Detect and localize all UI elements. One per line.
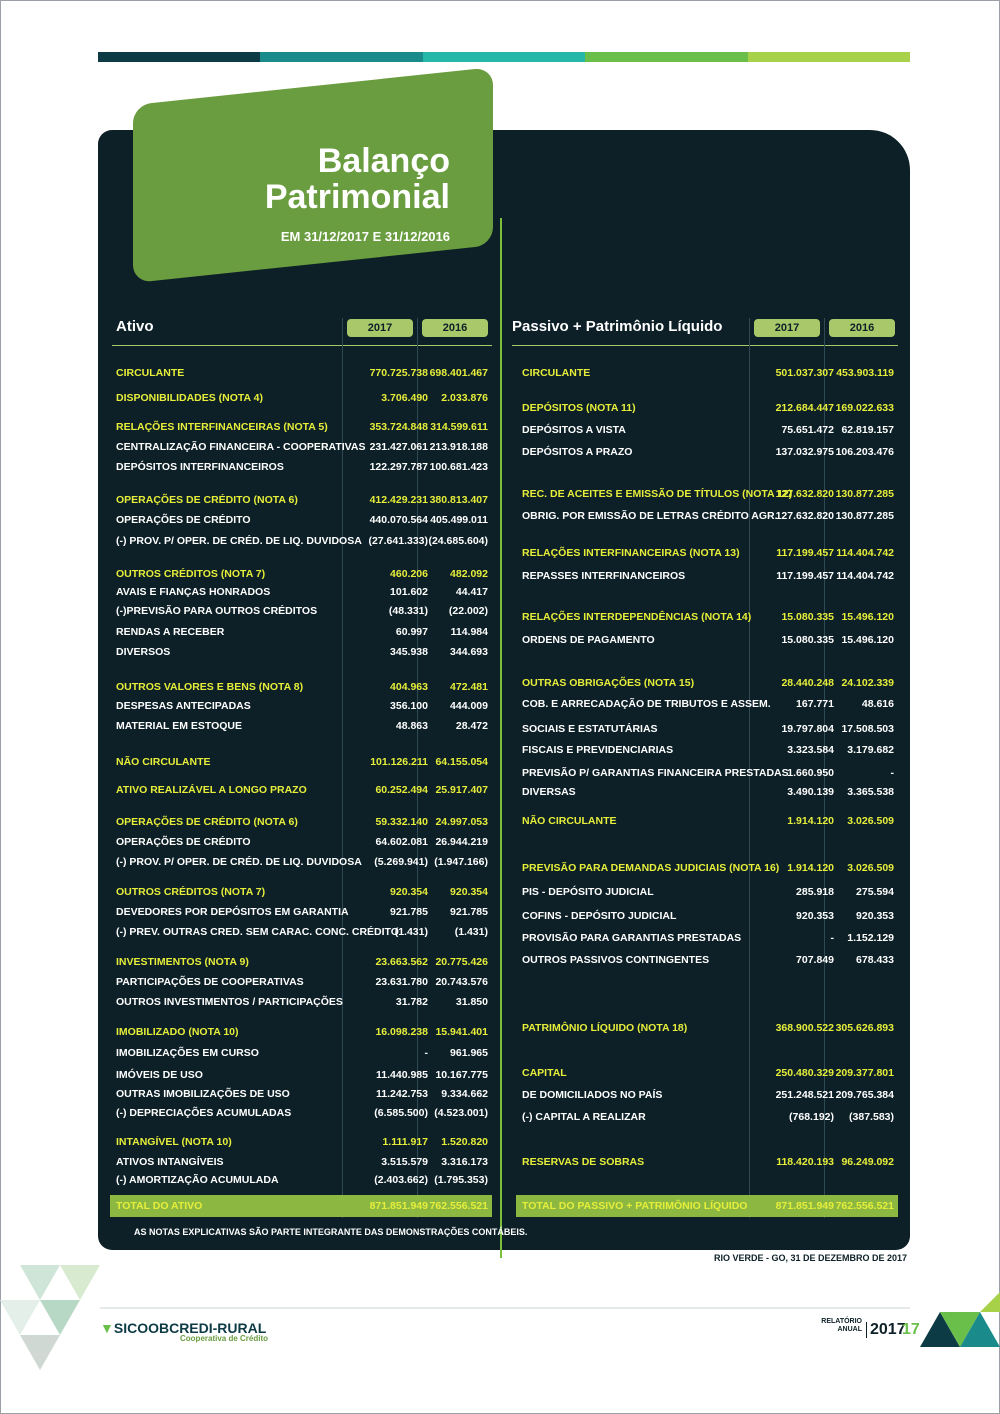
row-label: ORDENS DE PAGAMENTO [522,634,655,646]
row-value-2016: 920.353 [856,910,894,922]
row-value-2016: 96.249.092 [841,1156,894,1168]
row-label: OUTROS CRÉDITOS (NOTA 7) [116,568,266,580]
row-value-2016: 482.092 [450,568,488,580]
row-value-2016: 25.917.407 [435,784,488,796]
row-label: PATRIMÔNIO LÍQUIDO (NOTA 18) [522,1022,688,1034]
row-value-2016: 380.813.407 [429,494,488,506]
row-value-2016: (1.431) [454,926,488,938]
row-value-2017: 59.332.140 [375,816,428,828]
row-value-2017: 75.651.472 [781,424,834,436]
row-value-2017: 3.323.584 [787,744,834,756]
row-value-2017: (27.641.333) [368,535,428,547]
row-label: DEPÓSITOS INTERFINANCEIROS [116,461,284,473]
row-value-2016: 275.594 [856,886,894,898]
row-label: PREVISÃO PARA DEMANDAS JUDICIAIS (NOTA 16) [522,862,780,874]
row-value-2016: 10.167.775 [435,1069,488,1081]
row-label: IMOBILIZADO (NOTA 10) [116,1026,239,1038]
row-value-2016: 305.626.893 [835,1022,894,1034]
sicoob-logo [100,1320,268,1343]
passivo-total-label: TOTAL DO PASSIVO + PATRIMÔNIO LÍQUIDO [522,1200,748,1212]
page-title [150,143,450,215]
row-label: DE DOMICILIADOS NO PAÍS [522,1089,663,1101]
row-value-2017: (768.192) [789,1111,834,1123]
row-value-2016: 213.918.188 [429,441,488,453]
row-label: IMÓVEIS DE USO [116,1069,203,1081]
row-value-2017: 356.100 [390,700,428,712]
row-label: DEPÓSITOS A PRAZO [522,446,633,458]
row-label: AVAIS E FIANÇAS HONRADOS [116,586,271,598]
row-value-2017: 11.242.753 [376,1088,428,1100]
row-value-2017: 212.684.447 [775,402,834,414]
row-label: RELAÇÕES INTERFINANCEIRAS (NOTA 5) [116,421,328,433]
ativo-year-2017: 2017 [347,319,413,337]
row-value-2016: 44.417 [455,586,488,598]
row-value-2016: 130.877.285 [835,510,894,522]
row-label: (-) PROV. P/ OPER. DE CRÉD. DE LIQ. DUVIDOSA [116,535,362,547]
title-line-1: Balanço [317,142,450,180]
row-value-2017: (6.585.500) [374,1107,428,1119]
row-value-2017: 460.206 [390,568,428,580]
row-value-2016: 9.334.662 [441,1088,488,1100]
row-label: OPERAÇÕES DE CRÉDITO (NOTA 6) [116,816,298,828]
row-value-2016: 15.496.120 [841,611,894,623]
logo-subtext: Cooperativa de Crédito [180,1334,269,1343]
passivo-year-2016: 2016 [829,319,895,337]
row-value-2016: 169.022.633 [835,402,894,414]
sicoob-logo-icon: ▼ [100,1320,114,1336]
row-label: CAPITAL [522,1067,567,1079]
ativo-total-2017: 871.851.949 [369,1200,428,1212]
row-value-2017: 921.785 [390,906,428,918]
row-label: (-)PREVISÃO PARA OUTROS CRÉDITOS [116,605,318,617]
row-value-2017: 1.914.120 [787,862,834,874]
row-value-2017: (48.331) [388,605,428,617]
row-value-2016: 15.941.401 [435,1026,488,1038]
row-value-2016: 24.997.053 [435,816,488,828]
row-value-2017: 920.353 [796,910,834,922]
row-label: OUTROS VALORES E BENS (NOTA 8) [116,681,304,693]
row-value-2017: 1.111.917 [382,1136,428,1148]
row-label: NÃO CIRCULANTE [522,815,617,827]
row-value-2016: 444.009 [450,700,488,712]
row-value-2017: 16.098.238 [375,1026,428,1038]
row-label: (-) AMORTIZAÇÃO ACUMULADA [116,1174,279,1186]
row-label: (-) DEPRECIAÇÕES ACUMULADAS [116,1107,292,1119]
row-value-2017: 251.248.521 [775,1089,834,1101]
row-label: PROVISÃO PARA GARANTIAS PRESTADAS [522,932,742,944]
row-value-2016: 961.965 [450,1047,488,1059]
row-label: OUTROS INVESTIMENTOS / PARTICIPAÇÕES [116,996,343,1008]
row-value-2016: 17.508.503 [841,723,894,735]
ativo-col-sep-2 [417,318,418,1218]
row-value-2017: 137.032.975 [775,446,834,458]
row-value-2017: 3.706.490 [381,392,428,404]
row-value-2016: 62.819.157 [841,424,894,436]
row-value-2017: 28.440.248 [781,677,834,689]
row-value-2017: 404.963 [390,681,428,693]
row-label: COFINS - DEPÓSITO JUDICIAL [522,910,677,922]
row-value-2016: 453.903.119 [836,367,894,379]
row-value-2017: 64.602.081 [375,836,428,848]
row-value-2017: 23.663.562 [375,956,428,968]
row-label: MATERIAL EM ESTOQUE [116,720,243,732]
row-label: RENDAS A RECEBER [116,626,225,638]
row-label: FISCAIS E PREVIDENCIARIAS [522,744,674,756]
row-value-2016: 3.026.509 [847,862,894,874]
row-value-2017: 127.632.820 [775,510,834,522]
ativo-total-label: TOTAL DO ATIVO [116,1200,203,1212]
row-value-2017: 122.297.787 [369,461,428,473]
row-value-2016: 106.203.476 [835,446,894,458]
row-value-2016: 20.775.426 [435,956,488,968]
row-value-2017: 368.900.522 [775,1022,834,1034]
column-divider [500,218,502,1258]
row-label: OUTRAS OBRIGAÇÕES (NOTA 15) [522,677,695,689]
passivo-header-line [512,345,898,346]
logo-text: SICOOBCREDI-RURAL [113,1320,267,1336]
passivo-total-2017: 871.851.949 [775,1200,834,1212]
row-value-2017: 101.126.211 [370,756,428,768]
row-value-2016: (24.685.604) [428,535,488,547]
row-value-2016: 114.404.742 [836,547,894,559]
page-subtitle: EM 31/12/2017 E 31/12/2016 [280,229,450,244]
footer-label-1: RELATÓRIO [821,1318,862,1325]
row-value-2016: 209.377.801 [835,1067,894,1079]
row-label: SOCIAIS E ESTATUTÁRIAS [522,723,658,735]
row-value-2017: 707.849 [796,954,834,966]
row-value-2017: 15.080.335 [781,634,834,646]
row-value-2017: 60.252.494 [375,784,428,796]
row-value-2016: 314.599.611 [430,421,488,433]
passivo-title: Passivo + Patrimônio Líquido [512,318,723,335]
row-value-2017: 501.037.307 [775,367,834,379]
row-label: DIVERSAS [522,786,576,798]
row-label: DESPESAS ANTECIPADAS [116,700,251,712]
row-value-2017: (1.431) [394,926,428,938]
row-label: RESERVAS DE SOBRAS [522,1156,645,1168]
row-value-2017: 285.918 [796,886,834,898]
top-color-bar [98,52,910,62]
row-value-2016: 31.850 [455,996,488,1008]
row-label: PARTICIPAÇÕES DE COOPERATIVAS [116,976,304,988]
row-label: RELAÇÕES INTERDEPENDÊNCIAS (NOTA 14) [522,611,752,623]
row-value-2016: 24.102.339 [841,677,894,689]
passivo-year-2017: 2017 [754,319,820,337]
row-value-2017: 31.782 [395,996,428,1008]
row-label: OPERAÇÕES DE CRÉDITO (NOTA 6) [116,494,298,506]
row-value-2016: 344.693 [450,646,488,658]
row-label: OPERAÇÕES DE CRÉDITO [116,514,251,526]
row-value-2017: 48.863 [395,720,428,732]
row-label: INTANGÍVEL (NOTA 10) [116,1136,232,1148]
row-value-2016: 28.472 [455,720,488,732]
row-value-2017: 19.797.804 [781,723,834,735]
row-value-2017: 101.602 [390,586,428,598]
row-label: OUTRAS IMOBILIZAÇÕES DE USO [116,1088,290,1100]
ativo-title: Ativo [116,318,154,335]
row-value-2017: 127.632.820 [775,488,834,500]
footer-line [100,1307,910,1309]
passivo-total-2016: 762.556.521 [835,1200,894,1212]
row-label: CIRCULANTE [116,367,185,379]
row-label: RELAÇÕES INTERFINANCEIRAS (NOTA 13) [522,547,740,559]
row-value-2017: 117.199.457 [776,547,834,559]
row-value-2016: 114.984 [450,626,488,638]
row-value-2017: - [830,932,834,944]
row-label: NÃO CIRCULANTE [116,756,211,768]
row-value-2016: (387.583) [849,1111,894,1123]
row-value-2016: (1.947.166) [434,856,488,868]
row-value-2017: 1.914.120 [787,815,834,827]
ativo-total-2016: 762.556.521 [429,1200,488,1212]
row-value-2017: 117.199.457 [776,570,834,582]
row-value-2016: 1.520.820 [441,1136,488,1148]
row-label: INVESTIMENTOS (NOTA 9) [116,956,249,968]
row-value-2017: 15.080.335 [781,611,834,623]
row-value-2016: 64.155.054 [435,756,488,768]
row-label: REPASSES INTERFINANCEIROS [522,570,686,582]
row-value-2017: 3.490.139 [787,786,834,798]
row-label: DIVERSOS [116,646,171,658]
row-value-2017: 250.480.329 [775,1067,834,1079]
row-label: IMOBILIZAÇÕES EM CURSO [116,1047,259,1059]
row-value-2016: (1.795.353) [434,1174,488,1186]
row-value-2017: 23.631.780 [375,976,428,988]
row-value-2017: 231.427.061 [369,441,428,453]
row-value-2016: 100.681.423 [429,461,488,473]
row-label: OUTROS CRÉDITOS (NOTA 7) [116,886,266,898]
row-value-2017: 11.440.985 [376,1069,428,1081]
place-date: RIO VERDE - GO, 31 DE DEZEMBRO DE 2017 [714,1253,908,1263]
row-label: DEPÓSITOS (NOTA 11) [522,402,636,414]
row-value-2016: 921.785 [450,906,488,918]
row-value-2016: 48.616 [861,698,894,710]
row-value-2016: 3.179.682 [847,744,894,756]
row-value-2017: 167.771 [796,698,834,710]
decorative-triangles-left [0,1245,100,1375]
row-value-2016: (22.002) [448,605,488,617]
row-value-2017: 440.070.564 [369,514,428,526]
row-value-2016: 405.499.011 [430,514,488,526]
row-value-2017: 770.725.738 [369,367,428,379]
row-value-2017: 412.429.231 [369,494,428,506]
row-label: DEPÓSITOS A VISTA [522,424,626,436]
title-line-2: Patrimonial [264,178,450,216]
row-value-2016: 698.401.467 [429,367,488,379]
row-label: (-) PROV. P/ OPER. DE CRÉD. DE LIQ. DUVIDOSA [116,856,362,868]
row-value-2016: 26.944.219 [435,836,488,848]
row-label: ATIVOS INTANGÍVEIS [116,1156,224,1168]
row-label: DISPONIBILIDADES (NOTA 4) [116,392,264,404]
row-label: DEVEDORES POR DEPÓSITOS EM GARANTIA [116,906,349,918]
row-label: REC. DE ACEITES E EMISSÃO DE TÍTULOS (NOTA 12) [522,488,793,500]
ativo-header-line [112,345,492,346]
ativo-year-2016: 2016 [422,319,488,337]
footnote: AS NOTAS EXPLICATIVAS SÃO PARTE INTEGRANTE DAS DEMONSTRAÇÕES CONTÁBEIS. [134,1227,528,1237]
ativo-col-sep-1 [342,318,343,1218]
row-value-2016: 3.026.509 [847,815,894,827]
row-label: CIRCULANTE [522,367,591,379]
row-value-2016: 1.152.129 [847,932,894,944]
row-value-2016: 920.354 [450,886,488,898]
row-value-2017: 118.420.193 [776,1156,834,1168]
row-label: OBRIG. POR EMISSÃO DE LETRAS CRÉDITO AGR. [522,510,778,522]
row-value-2016: 3.365.538 [847,786,894,798]
row-value-2017: 345.938 [390,646,428,658]
row-value-2016: 2.033.876 [441,392,488,404]
page-number: 17 [902,1321,920,1338]
row-label: (-) PREV. OUTRAS CRED. SEM CARAC. CONC. CRÉDITO [116,926,399,938]
row-value-2016: 130.877.285 [835,488,894,500]
row-value-2016: 209.765.384 [835,1089,894,1101]
row-value-2017: 3.515.579 [381,1156,428,1168]
row-value-2016: 20.743.576 [435,976,488,988]
row-value-2017: 1.660.950 [787,767,834,779]
row-value-2017: (5.269.941) [374,856,428,868]
row-value-2017: (2.403.662) [374,1174,428,1186]
row-value-2017: 353.724.848 [369,421,428,433]
row-label: PREVISÃO P/ GARANTIAS FINANCEIRA PRESTADAS [522,767,789,779]
row-label: CENTRALIZAÇÃO FINANCEIRA - COOPERATIVAS [116,441,366,453]
row-value-2016: 114.404.742 [836,570,894,582]
row-value-2016: 472.481 [450,681,488,693]
row-label: ATIVO REALIZÁVEL A LONGO PRAZO [116,784,307,796]
row-label: (-) CAPITAL A REALIZAR [522,1111,646,1123]
row-value-2016: (4.523.001) [434,1107,488,1119]
footer-label-2: ANUAL [837,1326,862,1333]
decorative-triangles-right [900,1292,1000,1352]
row-value-2016: 3.316.173 [441,1156,488,1168]
row-value-2017: - [424,1047,428,1059]
row-value-2017: 60.997 [395,626,428,638]
row-label: OUTROS PASSIVOS CONTINGENTES [522,954,710,966]
row-value-2017: 920.354 [390,886,428,898]
row-value-2016: 15.496.120 [841,634,894,646]
row-label: COB. E ARRECADAÇÃO DE TRIBUTOS E ASSEM. [522,698,771,710]
row-value-2016: 678.433 [856,954,894,966]
row-label: OPERAÇÕES DE CRÉDITO [116,836,251,848]
footer-year: 2017 [870,1321,906,1338]
row-label: PIS - DEPÓSITO JUDICIAL [522,886,654,898]
row-value-2016: - [890,767,894,779]
